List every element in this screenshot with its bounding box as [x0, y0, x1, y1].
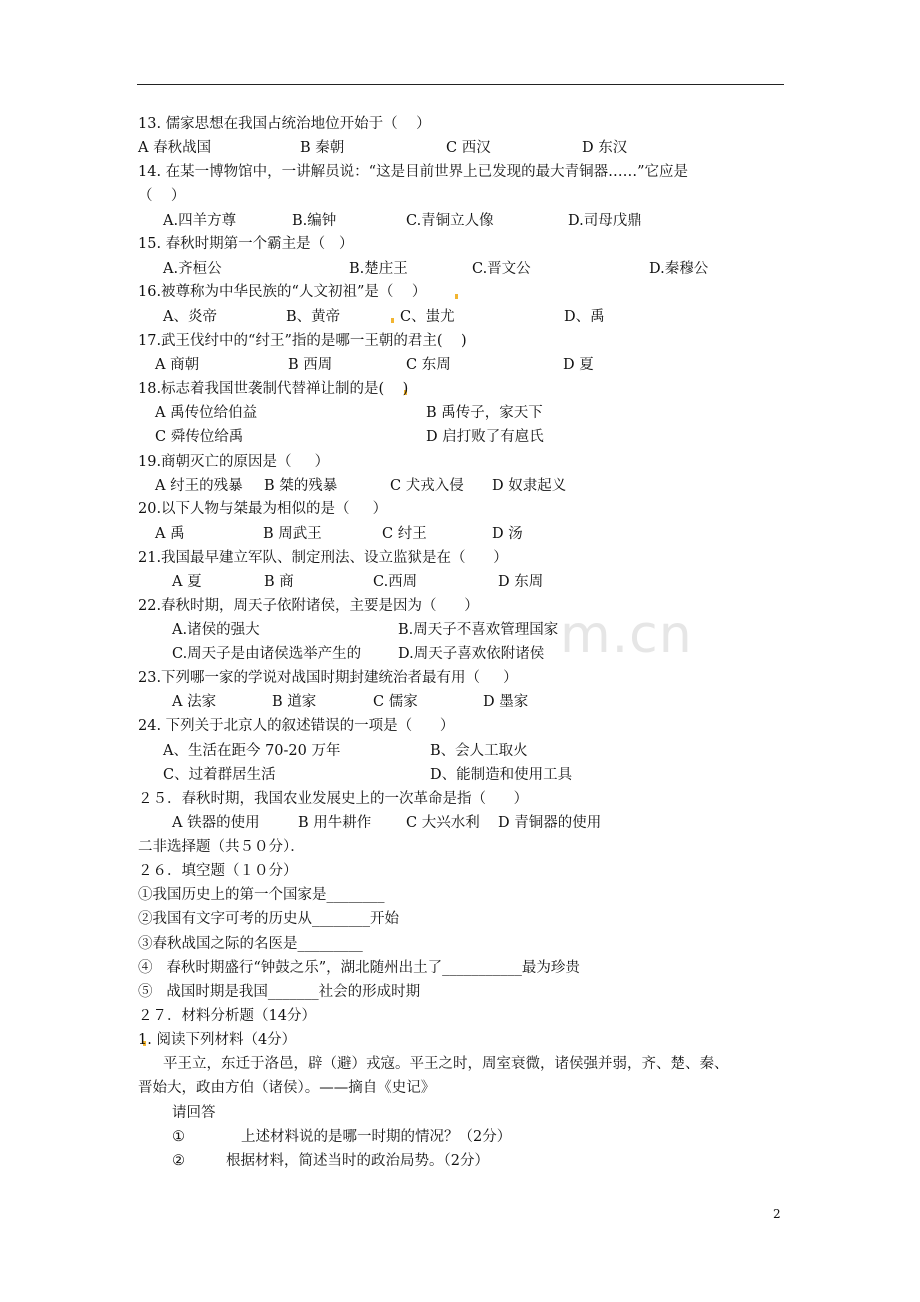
answer-blank[interactable]: ________	[312, 911, 370, 927]
option: A 禹传位给伯益	[155, 405, 258, 421]
question-15: 15. 春秋时期第一个霸主是（ ）	[138, 236, 354, 252]
option: A、炎帝	[163, 309, 217, 325]
question-16: 16.被尊称为中华民族的“人文初祖”是（ ）	[138, 284, 427, 300]
option: A 禹	[155, 526, 185, 542]
question-25: ２５．春秋时期，我国农业发展史上的一次革命是指（ ）	[138, 791, 529, 807]
option: D 青铜器的使用	[498, 815, 602, 831]
fill-blank-3: ③春秋战国之际的名医是_________	[138, 936, 363, 952]
option: B.编钟	[292, 213, 337, 229]
option: D、禹	[564, 309, 605, 325]
option: B 道家	[272, 694, 317, 710]
option: C 儒家	[373, 694, 418, 710]
option: D 汤	[492, 526, 523, 542]
option: B 商	[264, 574, 294, 590]
option: A、生活在距今 70-20 万年	[163, 743, 341, 759]
option: A 商朝	[155, 357, 200, 373]
option: A.四羊方尊	[163, 213, 237, 229]
question-20: 20.以下人物与桀最为相似的是（ ）	[138, 501, 388, 517]
option: A.诸侯的强大	[172, 622, 260, 638]
material-text: 平王立，东迁于洛邑，辟（避）戎寇。平王之时，周室衰微，诸侯强并弱，齐、楚、秦、	[163, 1056, 729, 1072]
option: B、会人工取火	[430, 743, 528, 759]
question-26: ２６．填空题（１０分）	[138, 863, 298, 879]
highlight-mark	[391, 318, 394, 323]
option: B 西周	[288, 357, 333, 373]
option: D 东周	[498, 574, 544, 590]
option: C、过着群居生活	[163, 767, 276, 783]
option: D.周天子喜欢依附诸侯	[398, 646, 545, 662]
option: D 奴隶起义	[492, 478, 567, 494]
option: D 东汉	[582, 140, 628, 156]
sub-question: 根据材料，简述当时的政治局势。（2分）	[226, 1153, 489, 1169]
option: B 用牛耕作	[298, 815, 372, 831]
option: C.西周	[373, 574, 418, 590]
option: A 纣王的残暴	[155, 478, 243, 494]
question-22: 22.春秋时期，周天子依附诸侯，主要是因为（ ）	[138, 598, 479, 614]
option: C 大兴水利	[406, 815, 480, 831]
option: D 启打败了有扈氏	[426, 429, 544, 445]
question-17: 17.武王伐纣中的“纣王”指的是哪一王朝的君主( )	[138, 333, 467, 349]
option: C.青铜立人像	[406, 213, 494, 229]
option: D 墨家	[483, 694, 529, 710]
option: C 东周	[406, 357, 451, 373]
material-text: 晋始大，政由方伯（诸侯）。——摘自《史记》	[138, 1080, 436, 1096]
watermark: m.cn	[560, 605, 693, 665]
answer-blank[interactable]: _______	[267, 984, 319, 1000]
question-18: 18.标志着我国世袭制代替禅让制的是( )	[138, 381, 409, 397]
option: C.周天子是由诸侯选举产生的	[172, 646, 362, 662]
fill-blank-2: ②我国有文字可考的历史从________开始	[138, 911, 399, 927]
page-number: 2	[773, 1207, 781, 1221]
option: A 铁器的使用	[172, 815, 260, 831]
header-rule	[137, 84, 784, 85]
highlight-mark	[455, 294, 458, 299]
option: D、能制造和使用工具	[430, 767, 573, 783]
option: A 夏	[172, 574, 202, 590]
option: C 舜传位给禹	[155, 429, 244, 445]
option: B、黄帝	[286, 309, 341, 325]
option: B 桀的残暴	[264, 478, 338, 494]
option: A 春秋战国	[138, 140, 212, 156]
sub-question-num: ②	[172, 1153, 185, 1169]
option: B 周武王	[263, 526, 322, 542]
option: D 夏	[563, 357, 594, 373]
option: B 秦朝	[300, 140, 345, 156]
fill-blank-4: ④ 春秋时期盛行“钟鼓之乐”，湖北随州出土了___________最为珍贵	[138, 960, 580, 976]
answer-blank[interactable]: _________	[297, 936, 363, 952]
sub-question-num: ①	[172, 1129, 185, 1145]
question-24: 24. 下列关于北京人的叙述错误的一项是（ ）	[138, 718, 455, 734]
question-13: 13. 儒家思想在我国占统治地位开始于（ ）	[138, 116, 431, 132]
option: D.秦穆公	[649, 261, 709, 277]
question-21: 21.我国最早建立军队、制定刑法、设立监狱是在（ ）	[138, 550, 508, 566]
answer-blank[interactable]: ___________	[442, 960, 522, 976]
option: B.周天子不喜欢管理国家	[398, 622, 559, 638]
question-14: 14. 在某一博物馆中，一讲解员说：“这是目前世界上已发现的最大青铜器……”它应是	[138, 164, 688, 180]
option: D.司母戊鼎	[568, 213, 642, 229]
option: C、蚩尤	[400, 309, 455, 325]
option: A 法家	[172, 694, 217, 710]
option: C 西汉	[446, 140, 491, 156]
question-27: ２７．材料分析题（14分）	[138, 1008, 316, 1024]
material-heading: 1. 阅读下列材料（4分）	[138, 1032, 297, 1048]
question-14-paren: （ ）	[138, 188, 186, 204]
option: A.齐桓公	[163, 261, 222, 277]
option: C.晋文公	[472, 261, 531, 277]
option: B.楚庄王	[349, 261, 408, 277]
question-19: 19.商朝灭亡的原因是（ ）	[138, 454, 330, 470]
fill-blank-5: ⑤ 战国时期是我国_______社会的形成时期	[138, 984, 421, 1000]
answer-blank[interactable]: ________	[326, 887, 385, 903]
option: B 禹传子，家天下	[426, 405, 543, 421]
question-23: 23.下列哪一家的学说对战国时期封建统治者最有用（ ）	[138, 670, 518, 686]
answer-prompt: 请回答	[172, 1105, 216, 1121]
sub-question: 上述材料说的是哪一时期的情况？（2分）	[241, 1129, 512, 1145]
option: C 纣王	[382, 526, 427, 542]
option: C 犬戎入侵	[390, 478, 464, 494]
section-heading: 二非选择题（共５０分）．	[138, 839, 305, 855]
fill-blank-1: ①我国历史上的第一个国家是________	[138, 887, 385, 903]
